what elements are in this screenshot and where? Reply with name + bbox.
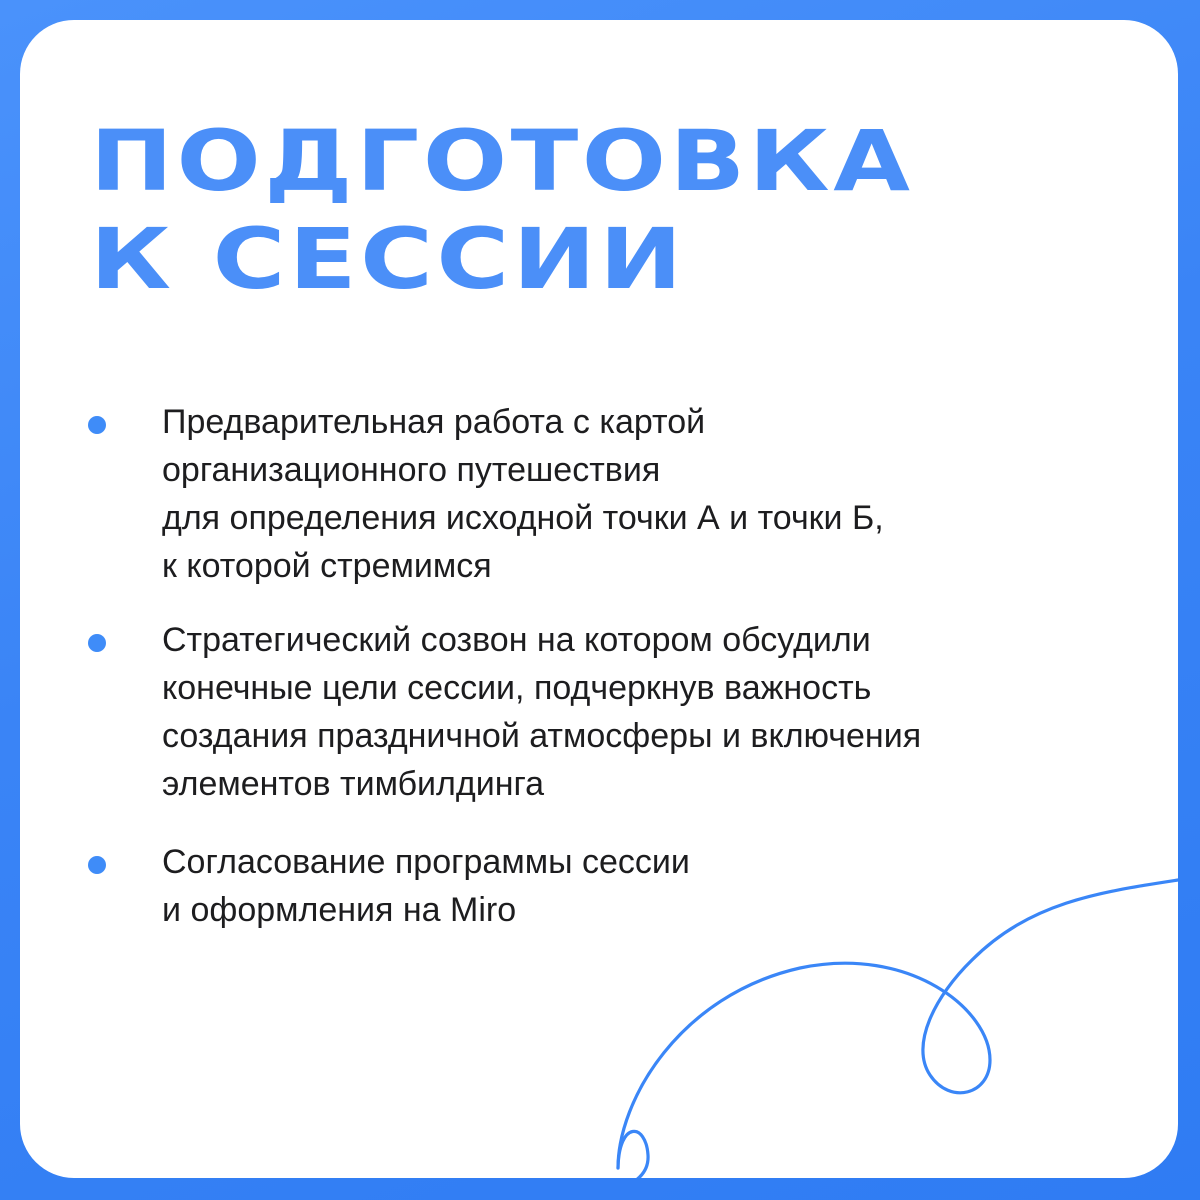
list-item-text (162, 616, 1082, 808)
list-item-text (162, 838, 1082, 934)
bullet-dot-icon (88, 634, 106, 652)
title-line-2: К СЕССИИ (90, 210, 686, 308)
bullet-list (20, 20, 1178, 1178)
list-item-line: для определения исходной точки А и точки Б, (162, 499, 884, 537)
list-item-line: создания праздничной атмосферы и включения (162, 717, 922, 755)
bullet-dot-icon (88, 416, 106, 434)
list-item-line: конечные цели сессии, подчеркнув важность (162, 669, 872, 707)
list-item-line: Стратегический созвон на котором обсудили (162, 621, 871, 659)
content-card (20, 20, 1178, 1178)
list-item-line: организационного путешествия (162, 451, 661, 489)
bullet-dot-icon (88, 856, 106, 874)
list-item-line: к которой стремимся (162, 547, 492, 585)
list-item-line: Согласование программы сессии (162, 843, 690, 881)
list-item-text (162, 398, 1082, 590)
title-line-1: ПОДГОТОВКА (90, 112, 914, 210)
list-item-line: Предварительная работа с картой (162, 403, 706, 441)
list-item-line: и оформления на Miro (162, 891, 517, 929)
list-item-line: элементов тимбилдинга (162, 765, 545, 803)
